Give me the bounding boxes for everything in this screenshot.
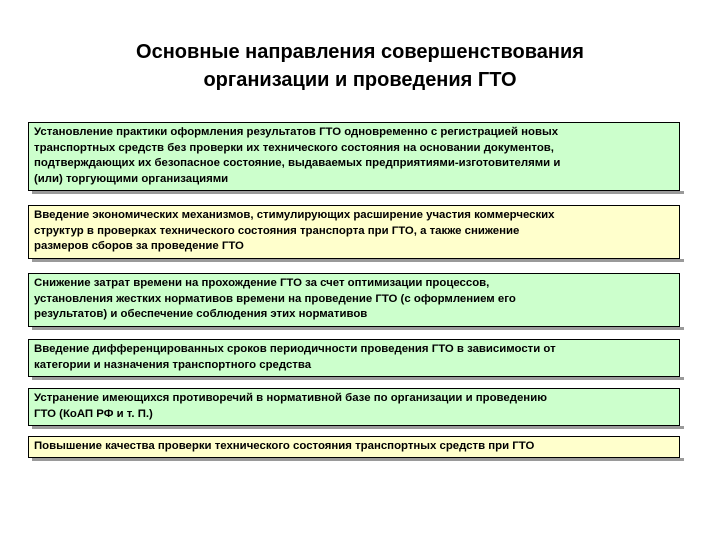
slide-title [60,38,660,94]
direction-item-4 [28,339,680,377]
direction-item-1-line-1: Установление практики оформления результатов ГТО одновременно с регистрацией новых [34,126,559,138]
direction-item-2 [28,205,680,259]
direction-item-6-line-1: Повышение качества проверки технического состояния транспортных средств при ГТО [34,440,535,452]
direction-item-4-line-2: категории и назначения транспортного средства [34,358,312,371]
direction-item-4-line-1: Введение дифференцированных сроков периодичности проведения ГТО в зависимости от [34,343,556,355]
direction-item-4-shadow [32,377,684,380]
direction-item-1 [28,122,680,191]
direction-item-5 [28,388,680,426]
direction-item-5-line-2: ГТО (КоАП РФ и т. П.) [34,407,153,420]
direction-item-1-shadow [32,191,684,194]
direction-item-3-line-3: результатов) и обеспечение соблюдения этих нормативов [34,308,368,321]
direction-item-3-shadow [32,327,684,330]
direction-item-1-line-3: подтверждающих их безопасное состояние, выдаваемых предприятиями-изготовителями и [34,157,561,170]
direction-item-5-shadow [32,426,684,429]
direction-item-2-line-3: размеров сборов за проведение ГТО [34,240,244,253]
direction-item-1-line-4: (или) торгующими организациями [34,172,229,185]
direction-item-6-shadow [32,458,684,461]
direction-item-3-line-2: установления жестких нормативов времени на проведение ГТО (с оформлением его [34,292,516,305]
direction-item-5-line-1: Устранение имеющихся противоречий в нормативной базе по организации и проведению [34,392,547,404]
direction-item-2-line-2: структур в проверках технического состояния транспорта при ГТО, а также снижение [34,224,520,237]
direction-item-2-shadow [32,259,684,262]
direction-item-6 [28,436,680,458]
direction-item-3 [28,273,680,327]
direction-item-3-line-1: Снижение затрат времени на прохождение ГТО за счет оптимизации процессов, [34,277,490,289]
direction-item-1-line-2: транспортных средств без проверки их технического состояния на основании документов, [34,141,554,154]
direction-item-2-line-1: Введение экономических механизмов, стимулирующих расширение участия коммерческих [34,209,555,221]
title-line-2: организации и проведения ГТО [203,69,517,91]
title-line-1: Основные направления совершенствования [136,41,584,63]
